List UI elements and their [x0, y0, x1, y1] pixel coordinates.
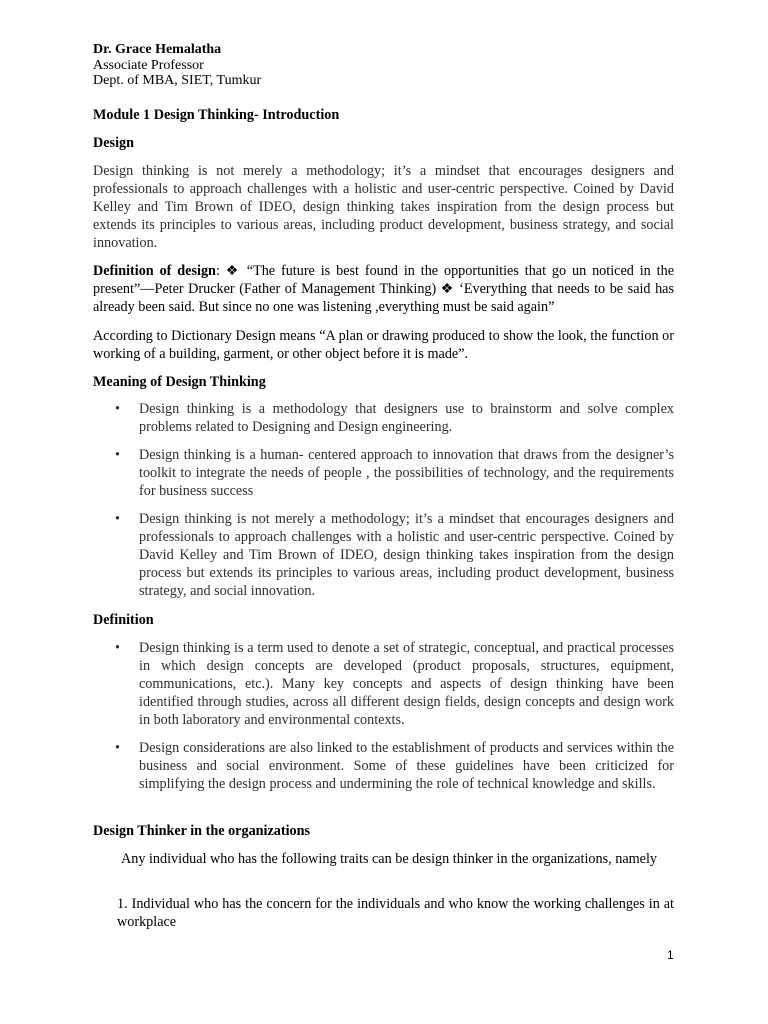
thinker-intro: Any individual who has the following traits can be design thinker in the organizations, namely: [121, 851, 657, 867]
thinker-heading-block: [93, 822, 674, 840]
dictionary-block: [93, 327, 674, 363]
author-role: Associate Professor: [93, 57, 204, 73]
author-name: Dr. Grace Hemalatha: [93, 42, 222, 57]
definition-bullet-1: [93, 639, 674, 729]
thinker-point-block: [117, 895, 674, 931]
meaning-bullet-2: [93, 446, 674, 500]
definition-of-design-paragraph: [93, 262, 674, 316]
meaning-bullet-1: [93, 400, 674, 436]
dictionary-paragraph: According to Dictionary Design means “A plan or drawing produced to show the look, the function or working of a building, garment, or other object before it is made”.: [93, 328, 674, 362]
list-item: [93, 510, 674, 600]
definition-heading: Definition: [93, 612, 154, 628]
author-dept: Dept. of MBA, SIET, Tumkur: [93, 73, 262, 88]
list-item: [93, 639, 674, 729]
definition-of-design-block: [93, 262, 674, 316]
list-item-text: Design thinking is a methodology that designers use to brainstorm and solve complex problems related to Designing and Design engineering.: [139, 401, 674, 435]
list-item-text: Design thinking is not merely a methodology; it’s a mindset that encourages designers and professionals to approach challenges with a holistic and user-centric perspective. Coined by David Kelley and Tim Brown of IDEO, design thinking takes inspiration from the design process but extends its principles to various areas, including product development, business strategy, and social innovation.: [139, 511, 674, 599]
definition-of-design-label: Definition of design: [93, 263, 216, 279]
meaning-heading-block: [93, 373, 674, 391]
design-paragraph-block: [93, 162, 674, 252]
definition-bullet-2: [93, 739, 674, 793]
design-paragraph: Design thinking is not merely a methodology; it’s a mindset that encourages designers and professionals to approach challenges with a holistic and user-centric perspective. Coined by David Kelley and Tim Brown of IDEO, design thinking takes inspiration from the design process but extends its principles to various areas, including product development, business strategy, and social innovation.: [93, 163, 674, 251]
meaning-bullet-3: [93, 510, 674, 600]
list-item-text: Design thinking is a term used to denote a set of strategic, conceptual, and practical processes in which design concepts are developed (product proposals, structures, equipment, communications, etc.). Many key concepts and aspects of design thinking have been identified through studies, across all different design fields, design concepts and design work in both laboratory and environmental contexts.: [139, 640, 674, 728]
thinker-heading: Design Thinker in the organizations: [93, 823, 311, 839]
bullet-dot: •: [115, 640, 120, 656]
thinker-intro-block: [117, 850, 674, 868]
list-item-text: Design thinking is a human- centered approach to innovation that draws from the designer’s toolkit to integrate the needs of people , the possibilities of technology, and the requirements for business success: [139, 447, 674, 499]
module-title: Module 1 Design Thinking- Introduction: [93, 107, 340, 123]
definition-heading-block: [93, 611, 674, 629]
thinker-point-1: 1. Individual who has the concern for the individuals and who know the working challenges in at workplace: [117, 896, 674, 930]
list-item: [93, 400, 674, 436]
design-heading: Design: [93, 135, 134, 151]
module-title-block: [93, 106, 674, 124]
list-item-text: Design considerations are also linked to the establishment of products and services within the business and social environment. Some of these guidelines have been criticized for simplifying the design process and undermining the role of technical knowledge and skills.: [139, 740, 674, 792]
meaning-heading: Meaning of Design Thinking: [93, 374, 266, 390]
definition-of-design-text: : ❖ “The future is best found in the opportunities that go un noticed in the present”—Peter Drucker (Father of Management Thinking) ❖ ‘Everything that needs to be said has already been said. But since no one was listening ,everything must be said again”: [93, 263, 674, 315]
list-item: [93, 446, 674, 500]
bullet-dot: •: [115, 740, 120, 756]
author-block: [93, 42, 261, 89]
page-number: 1: [667, 948, 674, 962]
design-section: [93, 134, 674, 152]
bullet-dot: •: [115, 401, 120, 417]
list-item: [93, 739, 674, 793]
bullet-dot: •: [115, 511, 120, 527]
bullet-dot: •: [115, 447, 120, 463]
